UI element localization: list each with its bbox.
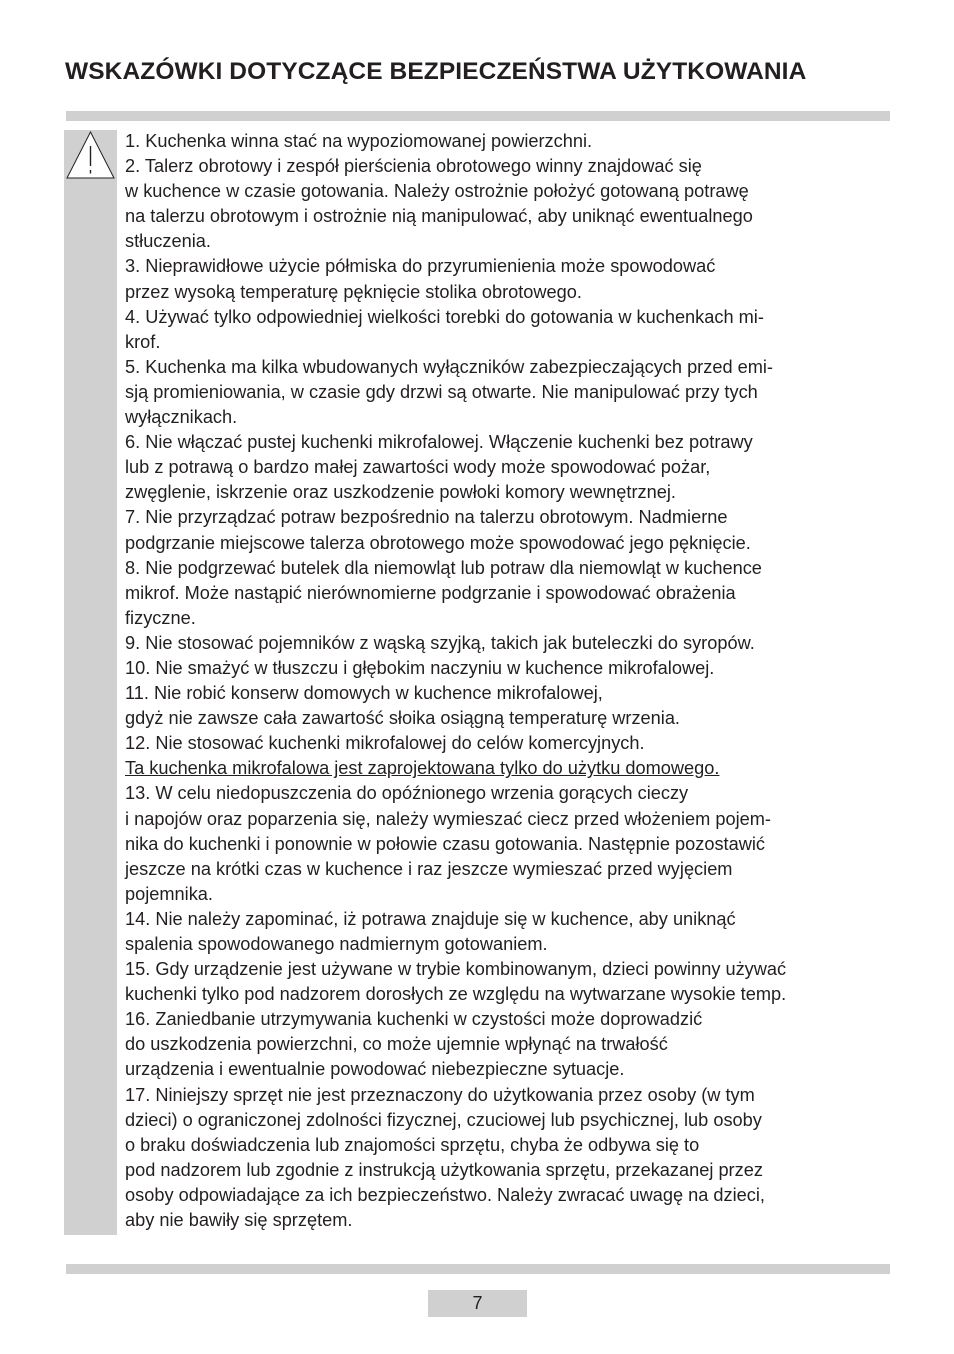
text-line: pojemnika.	[125, 883, 213, 904]
text-line: 1. Kuchenka winna stać na wypoziomowanej powierzchni.	[125, 131, 593, 151]
text-line: kuchenki tylko pod nadzorem dorosłych ze względu na wytwarzane wysokie temp.	[125, 984, 787, 1005]
text-line: zwęglenie, iskrzenie oraz uszkodzenie powłoki komory wewnętrznej.	[125, 482, 676, 503]
text-line: aby nie bawiły się sprzętem.	[125, 1210, 353, 1231]
page-number: 7	[428, 1290, 527, 1317]
text-line: urządzenia i ewentualnie powodować niebezpieczne sytuacje.	[125, 1059, 625, 1080]
text-line: w kuchence w czasie gotowania. Należy ostrożnie położyć gotowaną potrawę	[125, 181, 749, 202]
text-line: nika do kuchenki i ponownie w połowie czasu gotowania. Następnie pozostawić	[125, 833, 765, 854]
text-line: 10. Nie smażyć w tłuszczu i głębokim naczyniu w kuchence mikrofalowej.	[125, 657, 715, 678]
text-line: 14. Nie należy zapominać, iż potrawa znajduje się w kuchence, aby uniknąć	[125, 908, 736, 929]
text-line: 6. Nie włączać pustej kuchenki mikrofalowej. Włączenie kuchenki bez potrawy	[125, 432, 753, 453]
text-line: 8. Nie podgrzewać butelek dla niemowląt lub potraw dla niemowląt w kuchence	[125, 557, 762, 578]
text-line: o braku doświadczenia lub znajomości sprzętu, chyba że odbywa się to	[125, 1134, 700, 1155]
text-line: osoby odpowiadające za ich bezpieczeństwo. Należy zwracać uwagę na dzieci,	[125, 1184, 765, 1205]
text-line: pod nadzorem lub zgodnie z instrukcją użytkowania sprzętu, przekazanej przez	[125, 1159, 763, 1180]
text-line: fizyczne.	[125, 607, 196, 628]
text-line: wyłącznikach.	[125, 407, 238, 428]
text-line: dzieci) o ograniczonej zdolności fizycznej, czuciowej lub psychicznej, lub osoby	[125, 1109, 762, 1130]
text-line: podgrzanie miejscowe talerza obrotowego może spowodować jego pęknięcie.	[125, 532, 751, 553]
text-line: 15. Gdy urządzenie jest używane w trybie kombinowanym, dzieci powinny używać	[125, 959, 787, 980]
text-line: mikrof. Może nastąpić nierównomierne podgrzanie i spowodować obrażenia	[125, 582, 736, 603]
text-line: stłuczenia.	[125, 231, 211, 252]
warning-triangle-icon	[64, 130, 117, 180]
text-line: przez wysoką temperaturę pęknięcie stolika obrotowego.	[125, 281, 582, 302]
page-title: WSKAZÓWKI DOTYCZĄCE BEZPIECZEŃSTWA UŻYTKOWANIA	[65, 58, 807, 85]
text-line: 11. Nie robić konserw domowych w kuchence mikrofalowej,	[125, 683, 603, 704]
text-line: 13. W celu niedopuszczenia do opóźnionego wrzenia gorących cieczy	[125, 783, 689, 804]
underlined-text-line: Ta kuchenka mikrofalowa jest zaprojektowana tylko do użytku domowego.	[125, 758, 720, 779]
text-line: do uszkodzenia powierzchni, co może ujemnie wpłynąć na trwałość	[125, 1034, 668, 1055]
text-line: 9. Nie stosować pojemników z wąską szyjką, takich jak buteleczki do syropów.	[125, 632, 755, 653]
text-line: 17. Niniejszy sprzęt nie jest przeznaczony do użytkowania przez osoby (w tym	[125, 1084, 755, 1105]
text-line: spalenia spowodowanego nadmiernym gotowaniem.	[125, 934, 548, 954]
text-line: 5. Kuchenka ma kilka wbudowanych wyłączników zabezpieczających przed emi-	[125, 356, 773, 377]
side-bar	[64, 130, 117, 1235]
text-line: krof.	[125, 331, 161, 352]
text-line: 16. Zaniedbanie utrzymywania kuchenki w czystości może doprowadzić	[125, 1009, 703, 1030]
text-line: 4. Używać tylko odpowiedniej wielkości torebki do gotowania w kuchenkach mi-	[125, 306, 764, 327]
text-line: na talerzu obrotowym i ostrożnie nią manipulować, aby uniknąć ewentualnego	[125, 206, 753, 227]
text-line: gdyż nie zawsze cała zawartość słoika osiągną temperaturę wrzenia.	[125, 708, 680, 729]
text-line: i napojów oraz poparzenia się, należy wymieszać ciecz przed włożeniem pojem-	[125, 808, 771, 829]
text-line: jeszcze na krótki czas w kuchence i raz jeszcze wymieszać przed wyjęciem	[125, 858, 733, 879]
text-line: lub z potrawą o bardzo małej zawartości wody może spowodować pożar,	[125, 457, 711, 478]
text-line: 12. Nie stosować kuchenki mikrofalowej do celów komercyjnych.	[125, 733, 645, 754]
text-line: 7. Nie przyrządzać potraw bezpośrednio na talerzu obrotowym. Nadmierne	[125, 507, 728, 528]
text-line: 2. Talerz obrotowy i zespół pierścienia obrotowego winny znajdować się	[125, 156, 702, 177]
safety-instructions-text	[125, 129, 905, 1233]
text-line: sją promieniowania, w czasie gdy drzwi są otwarte. Nie manipulować przy tych	[125, 381, 758, 402]
top-divider	[66, 111, 890, 121]
text-line: 3. Nieprawidłowe użycie półmiska do przyrumienienia może spowodować	[125, 256, 716, 277]
bottom-divider	[66, 1264, 890, 1274]
